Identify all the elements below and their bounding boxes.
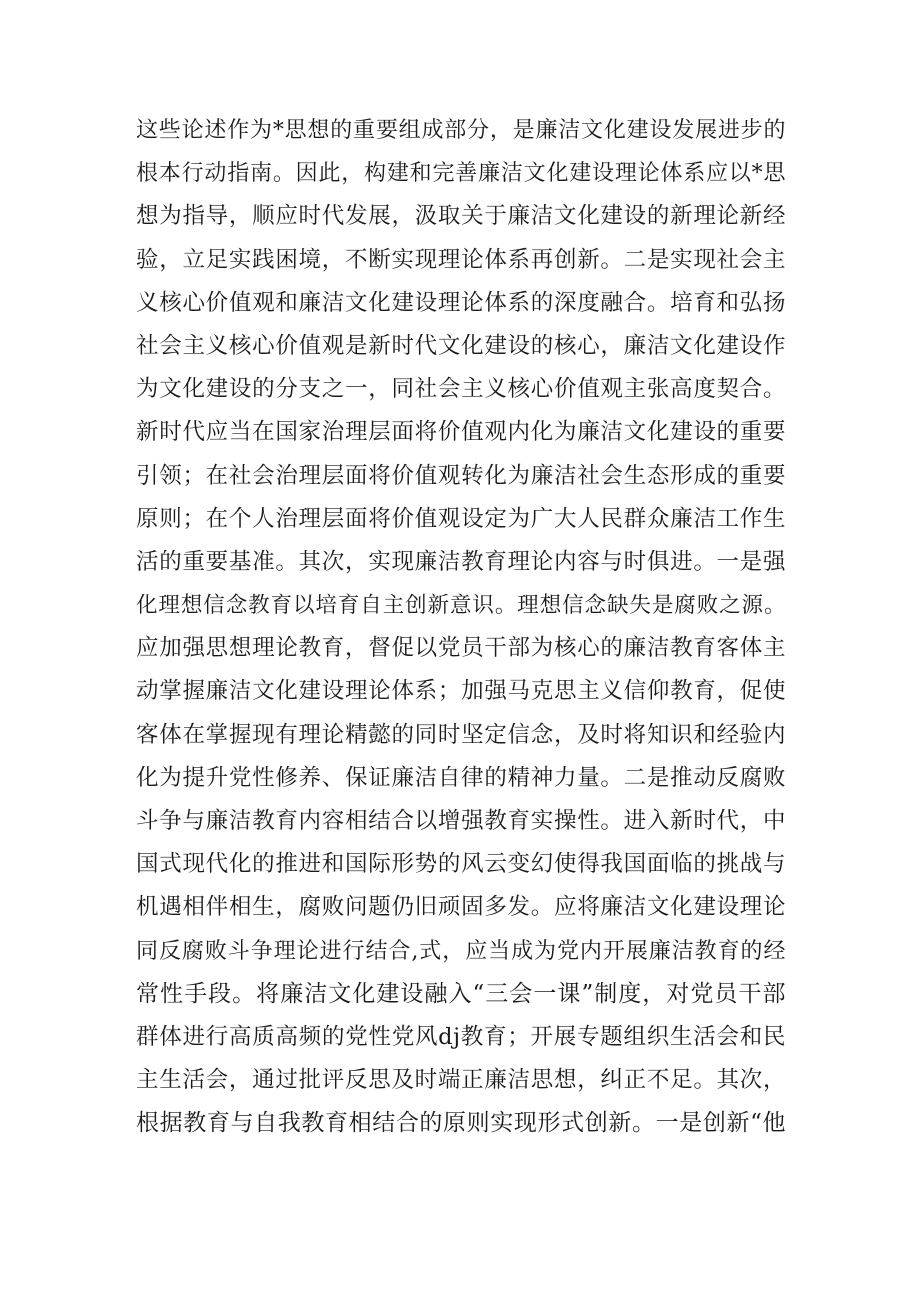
text-line: 斗争与廉洁教育内容相结合以增强教育实操性。进入新时代，中 xyxy=(136,808,786,834)
text-line: 动掌握廉洁文化建设理论体系；加强马克思主义信仰教育，促使 xyxy=(136,678,786,705)
text-line: 群体进行高质高频的党性党风dj教育；开展专题组织生活会和民 xyxy=(136,1023,786,1050)
text-line: 根本行动指南。因此，构建和完善廉洁文化建设理论体系应以*思 xyxy=(136,161,786,187)
text-line: 引领；在社会治理层面将价值观转化为廉洁社会生态形成的重要 xyxy=(136,462,786,489)
text-line: 义核心价值观和廉洁文化建设理论体系的深度融合。培育和弘扬 xyxy=(136,289,786,316)
text-line: 同反腐败斗争理论进行结合,式，应当成为党内开展廉洁教育的经 xyxy=(136,938,786,964)
text-line: 客体在掌握现有理论精懿的同时坚定信念，及时将知识和经验内 xyxy=(136,721,786,748)
text-line: 主生活会，通过批评反思及时端正廉洁思想，纠正不足。其次， xyxy=(136,1067,786,1094)
text-line: 活的重要基准。其次，实现廉洁教育理论内容与时俱进。一是强 xyxy=(136,548,786,575)
text-line: 新时代应当在国家治理层面将价值观内化为廉洁文化建设的重要 xyxy=(136,419,786,446)
text-line: 想为指导，顺应时代发展，汲取关于廉洁文化建设的新理论新经 xyxy=(136,203,786,230)
text-line: 应加强思想理论教育，督促以党员干部为核心的廉洁教育客体主 xyxy=(136,635,786,662)
text-line: 根据教育与自我教育相结合的原则实现形式创新。一是创新“他 xyxy=(136,1110,786,1137)
text-line: 原则；在个人治理层面将价值观设定为广大人民群众廉洁工作生 xyxy=(136,505,786,532)
text-line: 为文化建设的分支之一，同社会主义核心价值观主张高度契合。 xyxy=(136,376,786,403)
text-line: 这些论述作为*思想的重要组成部分，是廉洁文化建设发展进步的 xyxy=(136,118,786,143)
text-line: 化为提升党性修养、保证廉洁自律的精神力量。二是推动反腐败 xyxy=(136,764,786,791)
text-line: 国式现代化的推进和国际形势的风云变幻使得我国面临的挑战与 xyxy=(136,851,786,878)
body-text xyxy=(136,109,786,1146)
text-line: 社会主义核心价值观是新时代文化建设的核心，廉洁文化建设作 xyxy=(136,332,786,359)
text-line: 化理想信念教育以培育自主创新意识。理想信念缺失是腐败之源。 xyxy=(136,593,786,619)
text-line: 验，立足实践困境，不断实现理论体系再创新。二是实现社会主 xyxy=(136,246,786,273)
text-line: 常性手段。将廉洁文化建设融入“三会一课”制度，对党员干部 xyxy=(136,980,786,1007)
text-line: 机遇相伴相生，腐败问题仍旧顽固多发。应将廉洁文化建设理论 xyxy=(136,894,786,921)
